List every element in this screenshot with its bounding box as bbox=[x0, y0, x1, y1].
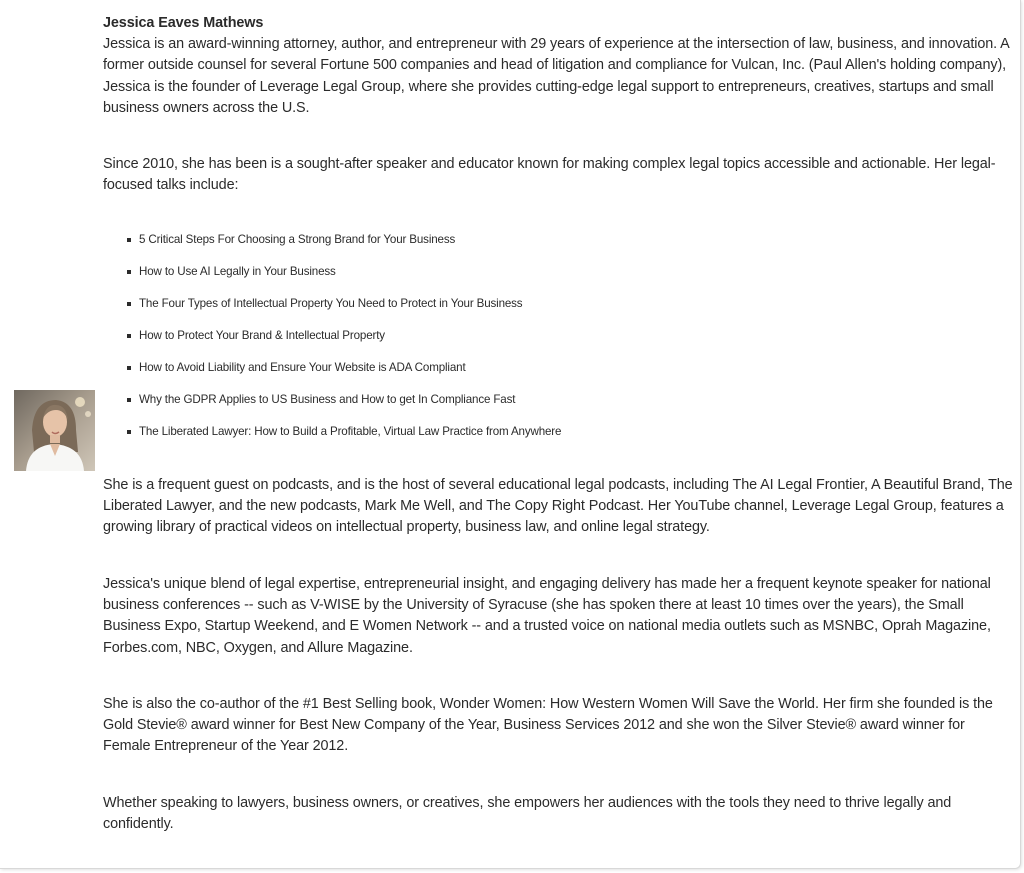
list-item bbox=[127, 393, 1013, 425]
list-item bbox=[127, 297, 1013, 329]
list-item bbox=[127, 361, 1013, 393]
avatar bbox=[14, 390, 95, 471]
bullet-icon bbox=[127, 334, 131, 338]
list-item bbox=[127, 329, 1013, 361]
bio-paragraph-podcasts: She is a frequent guest on podcasts, and is the host of several educational legal podcasts, including The AI Legal Frontier, A Beautiful Brand, The Liberated Lawyer, and the new podcasts, Mark Me Well, and The Copy Right Podcast. Her YouTube channel, Leverage Legal Group, features a growing library of practical videos on intellectual property, business law, and online legal strategy. bbox=[103, 476, 1013, 536]
bullet-icon bbox=[127, 398, 131, 402]
talk-title: How to Protect Your Brand & Intellectual Property bbox=[139, 328, 385, 342]
talk-title: How to Avoid Liability and Ensure Your Website is ADA Compliant bbox=[139, 360, 466, 374]
bullet-icon bbox=[127, 238, 131, 242]
talk-title: The Liberated Lawyer: How to Build a Profitable, Virtual Law Practice from Anywhere bbox=[139, 424, 562, 438]
bio-paragraph-intro: Jessica is an award-winning attorney, author, and entrepreneur with 29 years of experience at the intersection of law, business, and innovation. A former outside counsel for several Fortune 500 companies and head of litigation and compliance for Vulcan, Inc. (Paul Allen's holding company), Jessica is the founder of Leverage Legal Group, where she provides cutting-edge legal support to entrepreneurs, creatives, startups and small business owners across the U.S. bbox=[103, 36, 1009, 116]
speaker-name: Jessica Eaves Mathews bbox=[103, 15, 264, 31]
talks-list bbox=[103, 233, 1013, 457]
portrait-photo bbox=[14, 390, 95, 471]
bullet-icon bbox=[127, 366, 131, 370]
bullet-icon bbox=[127, 270, 131, 274]
list-item bbox=[127, 233, 1013, 265]
bio-paragraph-awards: She is also the co-author of the #1 Best Selling book, Wonder Women: How Western Women Will Save the World. Her firm she founded is the Gold Stevie® award winner for Best New Company of the Year, Business Services 2012 and she won the Silver Stevie® award winner for Female Entrepreneur of the Year 2012. bbox=[103, 695, 993, 755]
bullet-icon bbox=[127, 430, 131, 434]
bio-content bbox=[103, 13, 1013, 835]
talk-title: 5 Critical Steps For Choosing a Strong Brand for Your Business bbox=[139, 232, 456, 246]
talk-title: How to Use AI Legally in Your Business bbox=[139, 264, 336, 278]
talk-title: Why the GDPR Applies to US Business and How to get In Compliance Fast bbox=[139, 392, 516, 406]
bullet-icon bbox=[127, 302, 131, 306]
bio-paragraph-closing: Whether speaking to lawyers, business owners, or creatives, she empowers her audiences with the tools they need to thrive legally and confidently. bbox=[103, 794, 952, 833]
bio-paragraph-speaking: Since 2010, she has been is a sought-after speaker and educator known for making complex legal topics accessible and actionable. Her legal-focused talks include: bbox=[103, 156, 996, 194]
talk-title: The Four Types of Intellectual Property You Need to Protect in Your Business bbox=[139, 296, 523, 310]
bio-paragraph-keynotes: Jessica's unique blend of legal expertise, entrepreneurial insight, and engaging delivery has made her a frequent keynote speaker for national business conferences -- such as V-WISE by the University of Syracuse (she has spoken there at least 10 times over the years), the Small Business Expo, Startup Weekend, and E Women Network -- and a trusted voice on national media outlets such as MSNBC, Oprah Magazine, Forbes.com, NBC, Oxygen, and Allure Magazine. bbox=[103, 575, 991, 656]
list-item bbox=[127, 425, 1013, 457]
list-item bbox=[127, 265, 1013, 297]
